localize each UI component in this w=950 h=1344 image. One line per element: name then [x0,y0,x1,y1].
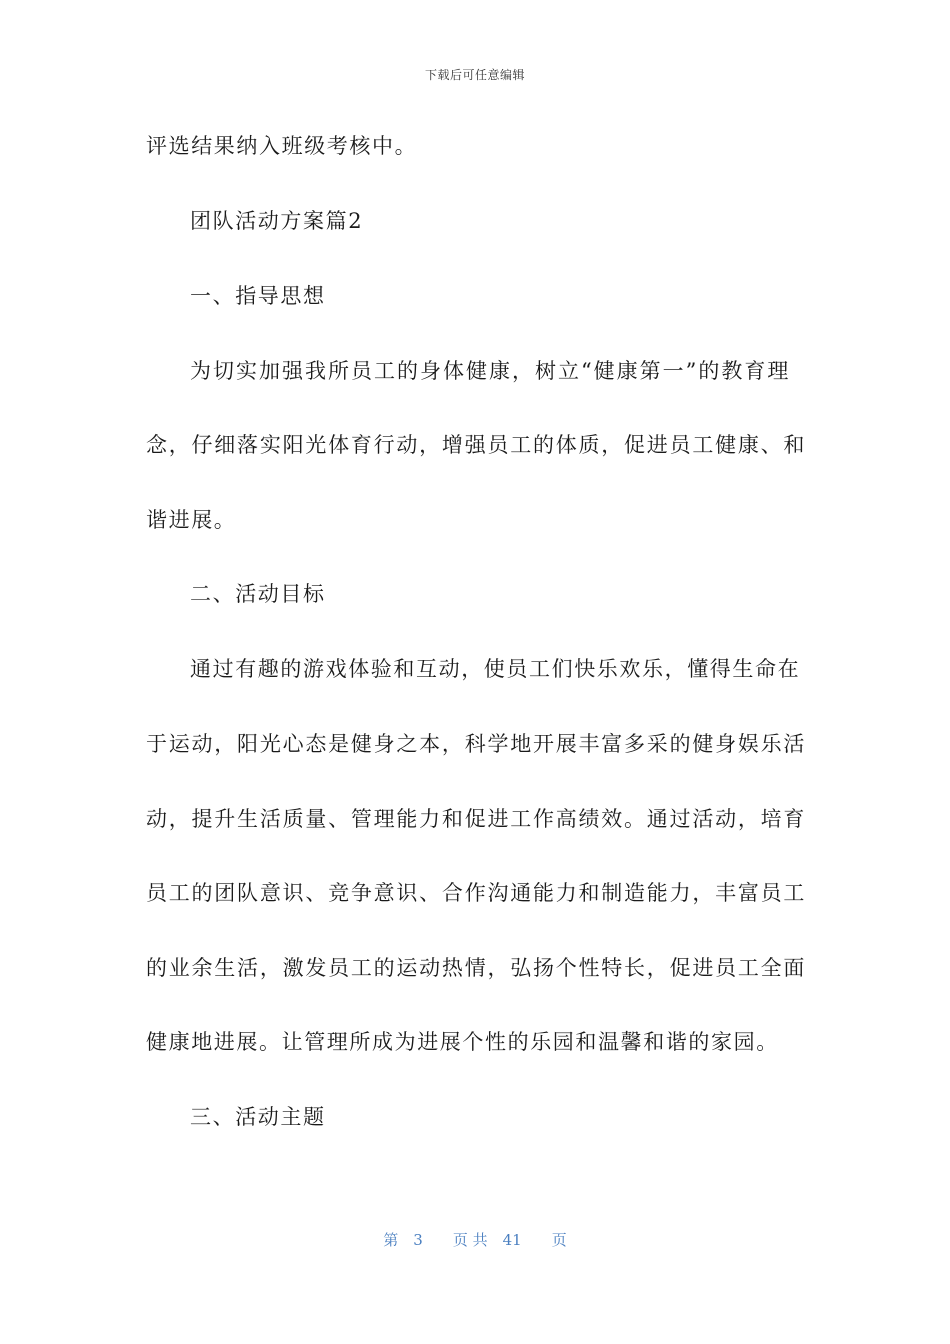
section-heading: 三、活动主题 [190,1105,326,1129]
paragraph-line: 于运动，阳光心态是健身之本，科学地开展丰富多采的健身娱乐活 [146,732,806,756]
paragraph-line: 为切实加强我所员工的身体健康，树立“健康第一”的教育理 [190,359,790,383]
paragraph-line: 通过有趣的游戏体验和互动，使员工们快乐欢乐，懂得生命在 [190,657,801,681]
header-note: 下载后可任意编辑 [424,68,525,82]
paragraph-line: 念，仔细落实阳光体育行动，增强员工的体质，促进员工健康、和 [146,433,806,457]
section-heading: 二、活动目标 [190,582,326,606]
paragraph-line: 健康地进展。让管理所成为进展个性的乐园和温馨和谐的家园。 [146,1030,779,1054]
paragraph-line: 谐进展。 [146,508,237,532]
section-heading: 一、指导思想 [190,284,326,308]
paragraph-line: 的业余生活，激发员工的运动热情，弘扬个性特长，促进员工全面 [146,956,806,980]
paragraph-line: 评选结果纳入班级考核中。 [146,134,418,158]
paragraph-line: 动，提升生活质量、管理能力和促进工作高绩效。通过活动，培育 [146,807,806,831]
paragraph-line: 员工的团队意识、竞争意识、合作沟通能力和制造能力，丰富员工 [146,881,806,905]
section-heading: 团队活动方案篇2 [190,209,364,233]
page-number-footer: 第 3 页 共 41 页 [383,1231,567,1249]
